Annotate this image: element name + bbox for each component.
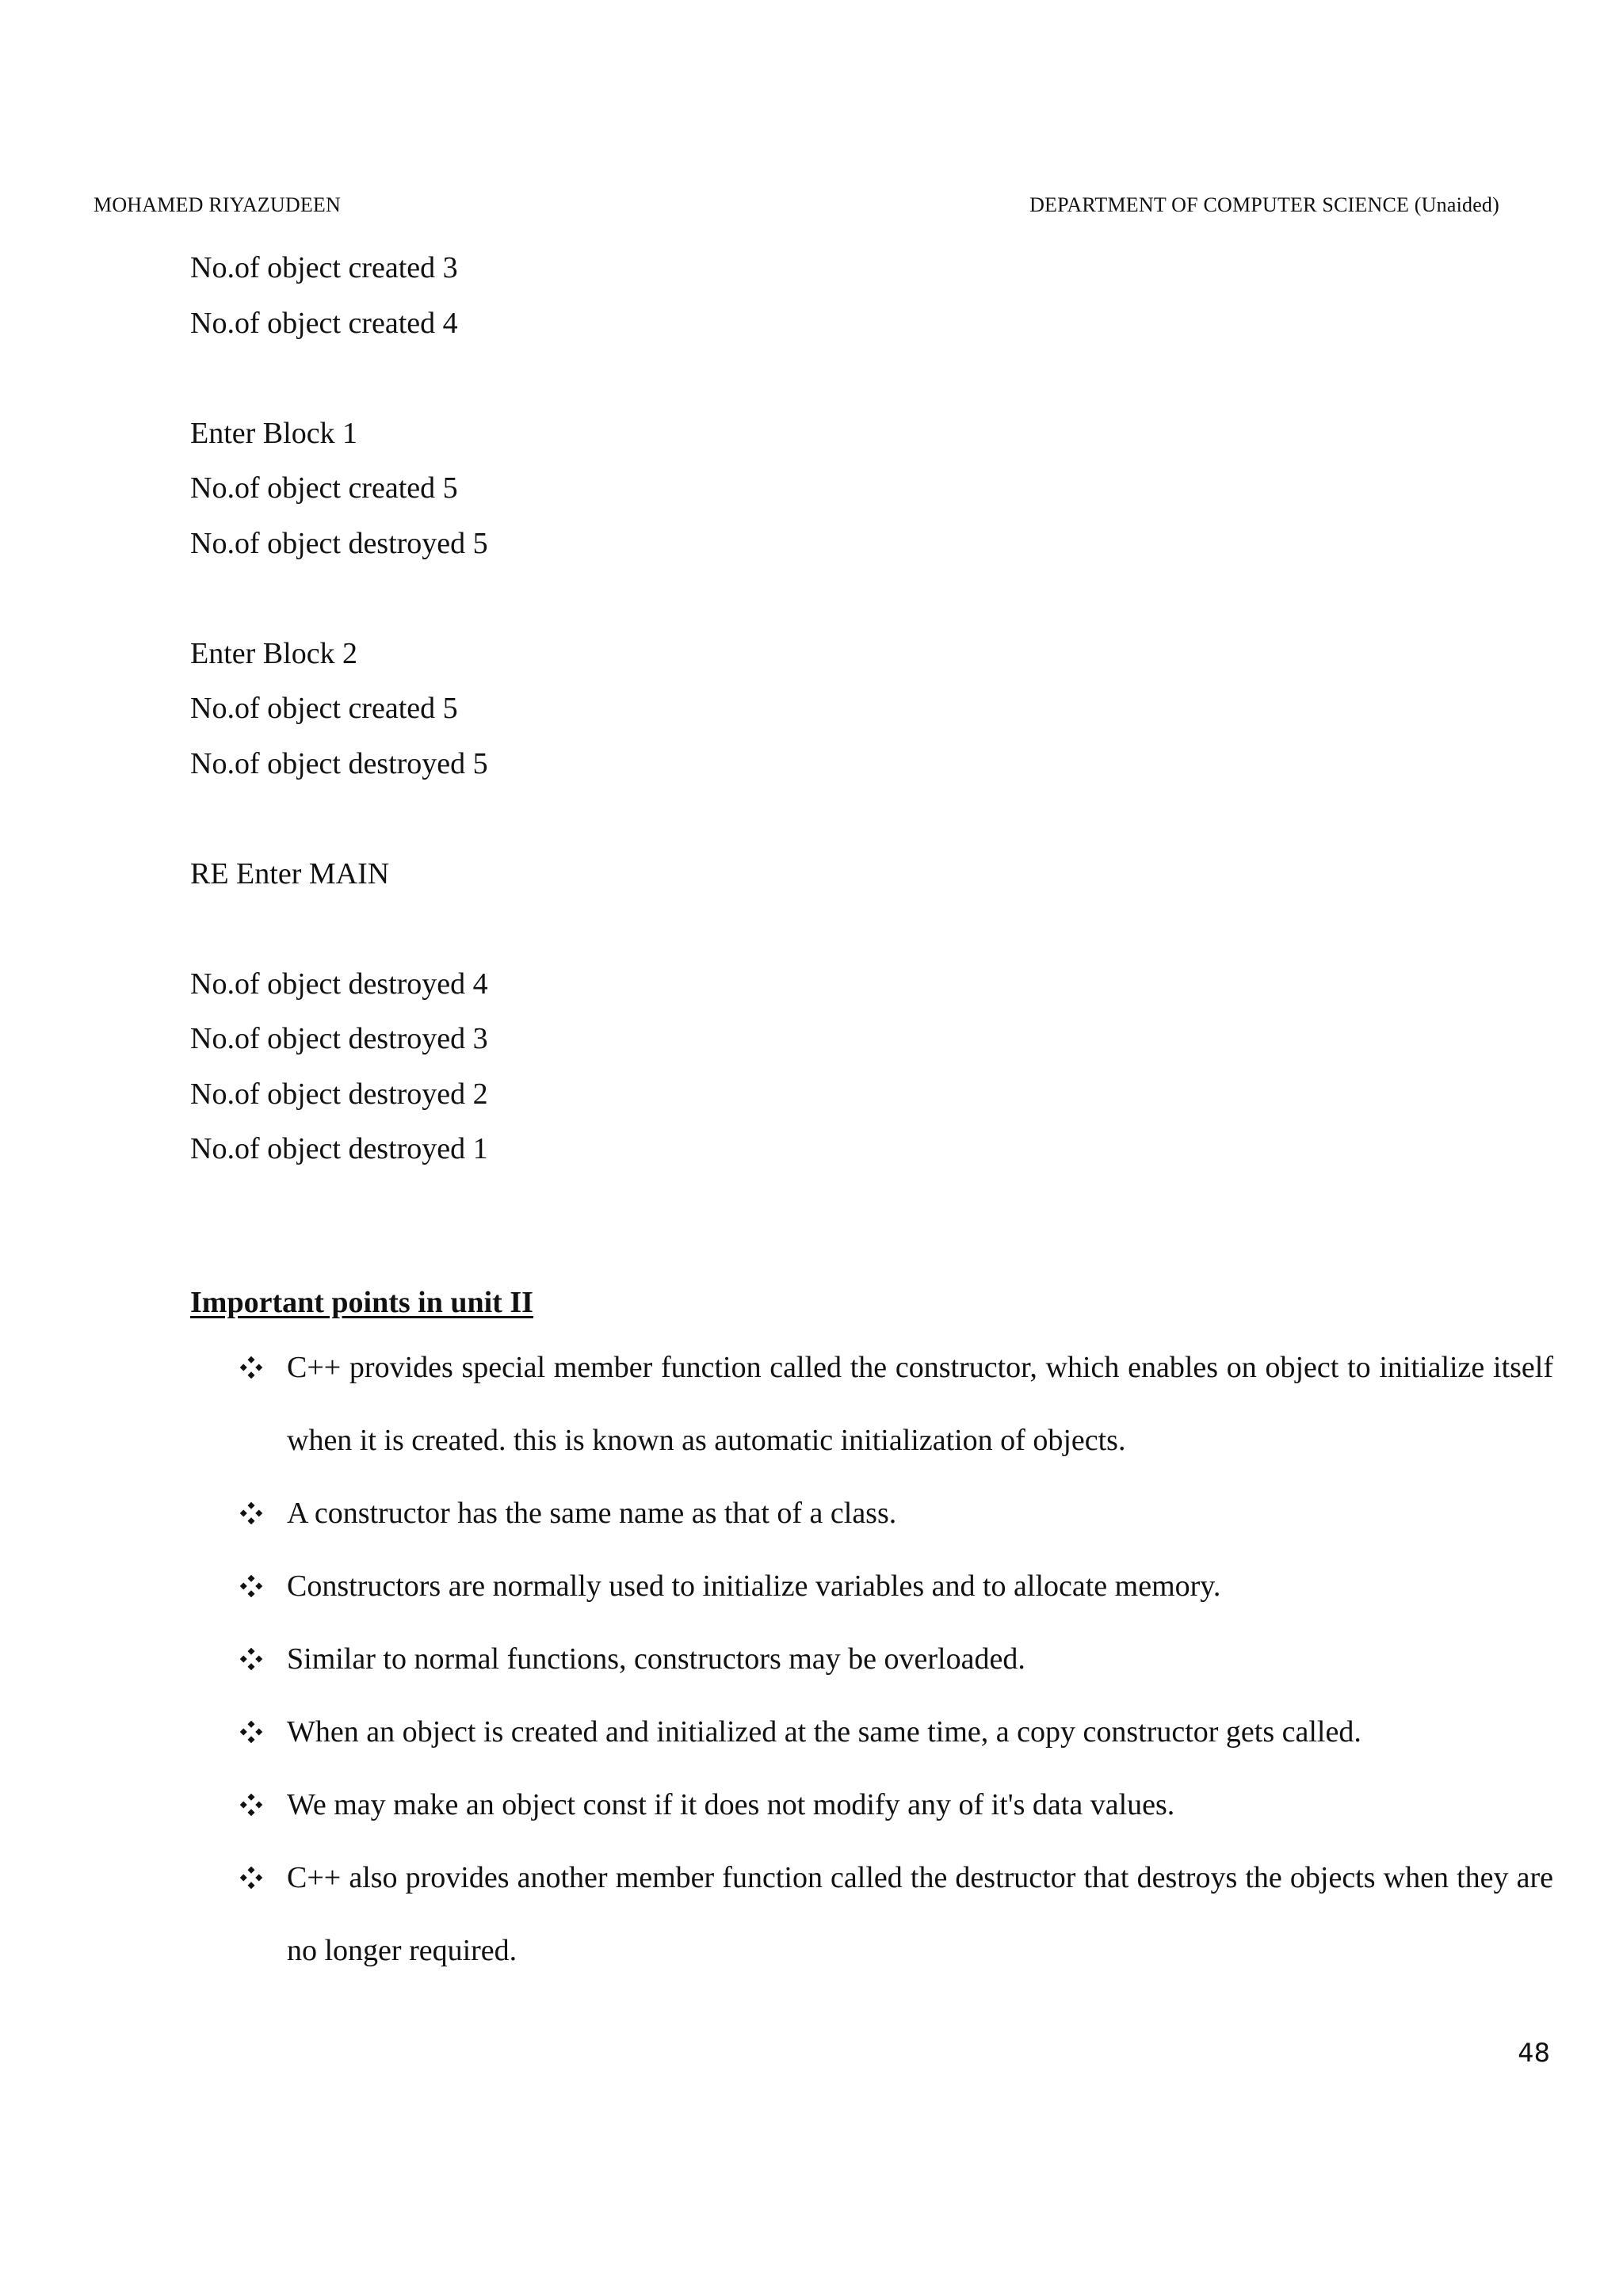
output-line: No.of object destroyed 5 — [190, 526, 488, 560]
four-diamond-bullet-icon — [238, 1695, 265, 1768]
list-item — [238, 1695, 1553, 1768]
output-line: No.of object destroyed 3 — [190, 1022, 488, 1055]
four-diamond-bullet-icon — [238, 1331, 265, 1404]
point-text: C++ also provides another member function called the destructor that destroys the objects when they are no longer required. — [287, 1861, 1553, 1967]
output-line: Enter Block 1 — [190, 416, 358, 450]
output-line: No.of object created 4 — [190, 306, 458, 340]
output-line-blank — [190, 351, 1379, 406]
point-text: Similar to normal functions, constructors may be overloaded. — [287, 1642, 1025, 1676]
section-heading: Important points in unit II — [190, 1286, 533, 1319]
page-number: 48 — [1518, 2038, 1550, 2068]
four-diamond-bullet-icon — [238, 1623, 265, 1695]
output-line: No.of object created 5 — [190, 471, 458, 505]
output-line: RE Enter MAIN — [190, 856, 390, 891]
list-item — [238, 1841, 1553, 1987]
point-text: We may make an object const if it does not modify any of it's data values. — [287, 1788, 1175, 1821]
list-item — [238, 1550, 1553, 1623]
four-diamond-bullet-icon — [238, 1841, 265, 1914]
output-line: No.of object destroyed 1 — [190, 1132, 488, 1165]
important-points-list — [238, 1331, 1553, 1987]
program-output — [190, 241, 1379, 1177]
four-diamond-bullet-icon — [238, 1550, 265, 1623]
list-item — [238, 1768, 1553, 1841]
header-author: MOHAMED RIYAZUDEEN — [94, 193, 341, 216]
point-text: Constructors are normally used to initialize variables and to allocate memory. — [287, 1569, 1221, 1603]
output-line: No.of object destroyed 4 — [190, 967, 488, 1001]
output-line: No.of object destroyed 2 — [190, 1077, 488, 1111]
four-diamond-bullet-icon — [238, 1768, 265, 1841]
point-text: A constructor has the same name as that of a class. — [287, 1497, 897, 1530]
output-line: No.of object destroyed 5 — [190, 746, 488, 780]
point-text: C++ provides special member function called the constructor, which enables on object to initialize itself when it is created. this is known as automatic initialization of objects. — [287, 1351, 1553, 1457]
output-line: No.of object created 3 — [190, 251, 458, 284]
list-item — [238, 1623, 1553, 1695]
output-line-blank — [190, 902, 1379, 957]
output-line-blank — [190, 791, 1379, 847]
four-diamond-bullet-icon — [238, 1477, 265, 1550]
point-text: When an object is created and initialized at the same time, a copy constructor gets called. — [287, 1715, 1361, 1749]
output-line: Enter Block 2 — [190, 636, 358, 670]
output-line-blank — [190, 571, 1379, 627]
output-line: No.of object created 5 — [190, 692, 458, 725]
list-item — [238, 1477, 1553, 1550]
header-department: DEPARTMENT OF COMPUTER SCIENCE (Unaided) — [1029, 193, 1499, 216]
list-item — [238, 1331, 1553, 1477]
